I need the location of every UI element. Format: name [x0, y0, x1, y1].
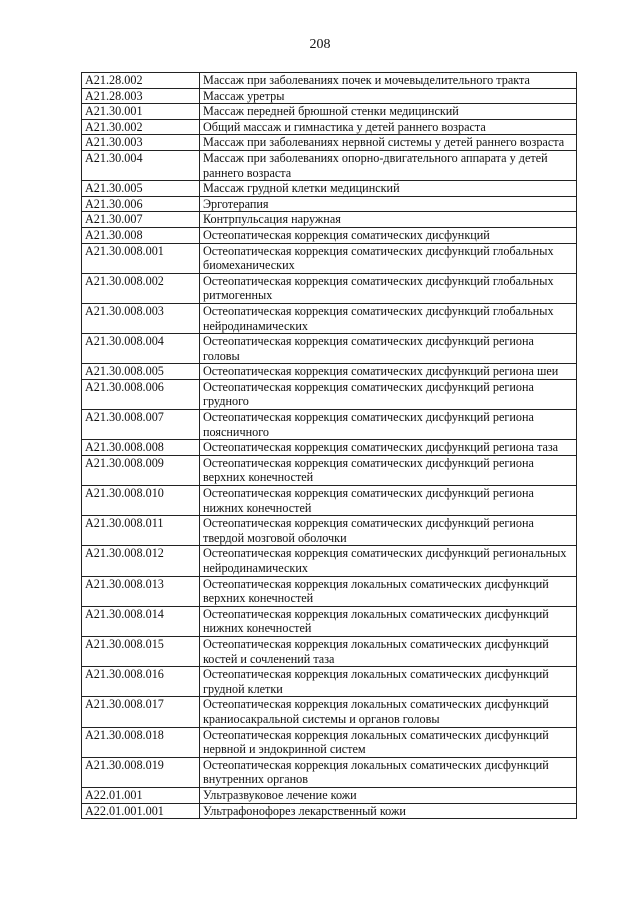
service-name-cell: Остеопатическая коррекция соматических дисфункций региональных нейродинамических — [200, 546, 577, 576]
table-row — [82, 697, 577, 727]
service-name-cell: Остеопатическая коррекция соматических дисфункций региона шеи — [200, 364, 577, 380]
table-row — [82, 546, 577, 576]
table-row — [82, 88, 577, 104]
table-row — [82, 273, 577, 303]
service-code-cell: A22.01.001 — [82, 787, 200, 803]
table-row — [82, 243, 577, 273]
service-code-cell: A21.30.008.019 — [82, 757, 200, 787]
table-row — [82, 667, 577, 697]
service-code-cell: A21.28.003 — [82, 88, 200, 104]
service-name-cell: Остеопатическая коррекция соматических дисфункций региона поясничного — [200, 410, 577, 440]
service-name-cell: Остеопатическая коррекция локальных соматических дисфункций краниосакральной системы и органов головы — [200, 697, 577, 727]
service-name-cell: Массаж уретры — [200, 88, 577, 104]
table-row — [82, 334, 577, 364]
service-name-cell: Ультрафонофорез лекарственный кожи — [200, 803, 577, 819]
service-code-cell: A21.30.001 — [82, 104, 200, 120]
table-row — [82, 787, 577, 803]
service-code-cell: A21.30.008.002 — [82, 273, 200, 303]
service-code-cell: A21.30.004 — [82, 150, 200, 180]
service-name-cell: Остеопатическая коррекция соматических дисфункций региона головы — [200, 334, 577, 364]
table-row — [82, 576, 577, 606]
service-code-cell: A21.30.006 — [82, 196, 200, 212]
service-name-cell: Остеопатическая коррекция соматических дисфункций — [200, 227, 577, 243]
service-name-cell: Остеопатическая коррекция соматических дисфункций региона нижних конечностей — [200, 486, 577, 516]
page-number: 208 — [309, 37, 331, 52]
service-code-cell: A21.30.008.004 — [82, 334, 200, 364]
service-name-cell: Общий массаж и гимнастика у детей раннего возраста — [200, 119, 577, 135]
service-code-cell: A21.30.008.009 — [82, 455, 200, 485]
service-code-cell: A21.30.008.008 — [82, 440, 200, 456]
service-code-cell: A21.30.008.014 — [82, 606, 200, 636]
table-row — [82, 727, 577, 757]
table-row — [82, 119, 577, 135]
service-name-cell: Остеопатическая коррекция локальных соматических дисфункций нижних конечностей — [200, 606, 577, 636]
service-code-cell: A21.30.008.017 — [82, 697, 200, 727]
table-row — [82, 73, 577, 89]
service-name-cell: Остеопатическая коррекция соматических дисфункций региона верхних конечностей — [200, 455, 577, 485]
service-name-cell: Ультразвуковое лечение кожи — [200, 787, 577, 803]
table-row — [82, 486, 577, 516]
service-codes-table-body — [82, 73, 577, 819]
table-row — [82, 455, 577, 485]
service-code-cell: A21.30.008.016 — [82, 667, 200, 697]
service-code-cell: A21.30.008.011 — [82, 516, 200, 546]
service-code-cell: A22.01.001.001 — [82, 803, 200, 819]
service-code-cell: A21.30.008.005 — [82, 364, 200, 380]
table-row — [82, 364, 577, 380]
service-code-cell: A21.30.002 — [82, 119, 200, 135]
table-row — [82, 227, 577, 243]
table-row — [82, 135, 577, 151]
service-name-cell: Массаж передней брюшной стенки медицинский — [200, 104, 577, 120]
service-name-cell: Остеопатическая коррекция локальных соматических дисфункций костей и сочленений таза — [200, 636, 577, 666]
service-name-cell: Остеопатическая коррекция локальных соматических дисфункций внутренних органов — [200, 757, 577, 787]
service-code-cell: A21.30.008 — [82, 227, 200, 243]
table-row — [82, 104, 577, 120]
service-name-cell: Остеопатическая коррекция локальных соматических дисфункций верхних конечностей — [200, 576, 577, 606]
table-row — [82, 150, 577, 180]
service-name-cell: Остеопатическая коррекция соматических дисфункций глобальных нейродинамических — [200, 303, 577, 333]
table-row — [82, 440, 577, 456]
service-code-cell: A21.30.008.013 — [82, 576, 200, 606]
table-row — [82, 757, 577, 787]
table-row — [82, 410, 577, 440]
service-codes-table — [81, 72, 577, 819]
service-code-cell: A21.30.008.012 — [82, 546, 200, 576]
service-name-cell: Контрпульсация наружная — [200, 212, 577, 228]
service-name-cell: Остеопатическая коррекция соматических дисфункций региона твердой мозговой оболочки — [200, 516, 577, 546]
service-code-cell: A21.30.008.007 — [82, 410, 200, 440]
service-code-cell: A21.30.008.001 — [82, 243, 200, 273]
table-row — [82, 303, 577, 333]
service-code-cell: A21.30.008.018 — [82, 727, 200, 757]
service-name-cell: Остеопатическая коррекция соматических дисфункций региона грудного — [200, 379, 577, 409]
service-name-cell: Остеопатическая коррекция локальных соматических дисфункций грудной клетки — [200, 667, 577, 697]
table-row — [82, 196, 577, 212]
service-name-cell: Массаж при заболеваниях почек и мочевыделительного тракта — [200, 73, 577, 89]
service-code-cell: A21.30.008.015 — [82, 636, 200, 666]
table-row — [82, 636, 577, 666]
service-name-cell: Остеопатическая коррекция соматических дисфункций глобальных биомеханических — [200, 243, 577, 273]
service-code-cell: A21.30.007 — [82, 212, 200, 228]
table-row — [82, 181, 577, 197]
service-name-cell: Эрготерапия — [200, 196, 577, 212]
service-code-cell: A21.30.008.010 — [82, 486, 200, 516]
table-row — [82, 379, 577, 409]
table-row — [82, 803, 577, 819]
table-row — [82, 606, 577, 636]
service-code-cell: A21.30.003 — [82, 135, 200, 151]
service-code-cell: A21.30.008.003 — [82, 303, 200, 333]
service-name-cell: Остеопатическая коррекция соматических дисфункций глобальных ритмогенных — [200, 273, 577, 303]
service-code-cell: A21.30.008.006 — [82, 379, 200, 409]
service-name-cell: Массаж грудной клетки медицинский — [200, 181, 577, 197]
service-name-cell: Массаж при заболеваниях нервной системы у детей раннего возраста — [200, 135, 577, 151]
table-row — [82, 212, 577, 228]
service-code-cell: A21.30.005 — [82, 181, 200, 197]
service-code-cell: A21.28.002 — [82, 73, 200, 89]
table-row — [82, 516, 577, 546]
service-name-cell: Остеопатическая коррекция соматических дисфункций региона таза — [200, 440, 577, 456]
service-name-cell: Массаж при заболеваниях опорно-двигательного аппарата у детей раннего возраста — [200, 150, 577, 180]
service-name-cell: Остеопатическая коррекция локальных соматических дисфункций нервной и эндокринной систем — [200, 727, 577, 757]
